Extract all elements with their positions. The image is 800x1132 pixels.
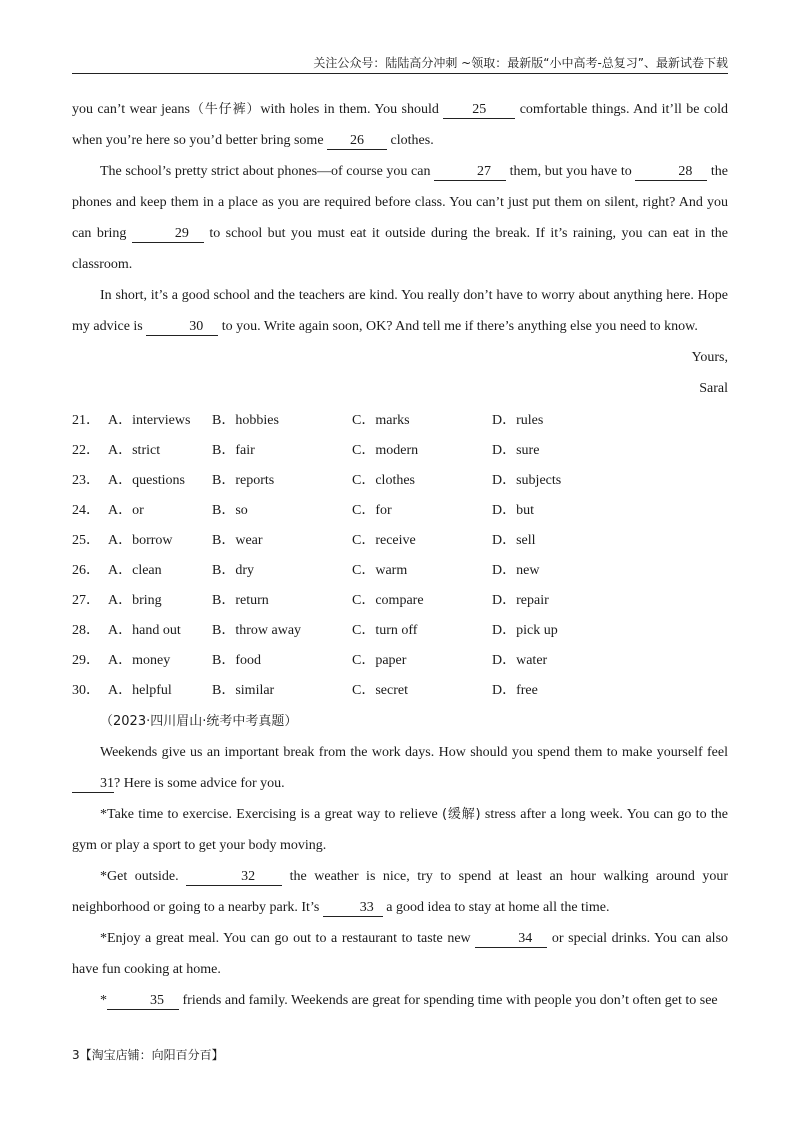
option-row-28: 28． A．hand out B．throw away C．turn off D．pick up: [72, 616, 728, 646]
option-c[interactable]: C．marks: [352, 413, 410, 428]
option-b[interactable]: B．throw away: [212, 623, 302, 638]
blank-32[interactable]: 32: [186, 869, 282, 886]
passage1-paragraph2: The school’s pretty strict about phones—of course you can 27 them, but you have to 28 the phones and keep them in a place as you are required before class. You can’t just put them on silent, right? And you can bring 29 to school but you must eat it outside during the break. If it’s raining, you can eat in the classroom.: [72, 164, 729, 272]
passage2-paragraph3: *Get outside. 32 the weather is nice, try to spend at least an hour walking around your neighborhood or going to a nearby park. It’s 33 a good idea to stay at home all the time.: [72, 869, 729, 915]
option-a[interactable]: A．clean: [108, 563, 162, 578]
option-row-25: 25． A．borrow B．wear C．receive D．sell: [72, 526, 728, 556]
option-b[interactable]: B．similar: [212, 683, 275, 698]
option-a[interactable]: A．helpful: [108, 683, 172, 698]
option-b[interactable]: B．wear: [212, 533, 263, 548]
option-c[interactable]: C．secret: [352, 683, 408, 698]
option-b[interactable]: B．so: [212, 503, 248, 518]
blank-26[interactable]: 26: [327, 133, 387, 150]
option-b[interactable]: B．reports: [212, 473, 275, 488]
option-d[interactable]: D．repair: [492, 593, 549, 608]
option-b[interactable]: B．fair: [212, 443, 255, 458]
option-d[interactable]: D．water: [492, 653, 548, 668]
option-row-21: 21． A．interviews B．hobbies C．marks D．rules: [72, 406, 728, 436]
option-d[interactable]: D．rules: [492, 413, 544, 428]
shop-label: 【淘宝店铺：向阳百分百】: [79, 1048, 224, 1062]
option-d[interactable]: D．sell: [492, 533, 536, 548]
blank-34[interactable]: 34: [475, 931, 547, 948]
option-b[interactable]: B．food: [212, 653, 261, 668]
option-b[interactable]: B．hobbies: [212, 413, 279, 428]
option-d[interactable]: D．but: [492, 503, 534, 518]
option-d[interactable]: D．new: [492, 563, 540, 578]
blank-29[interactable]: 29: [132, 226, 204, 243]
document-body: [72, 94, 728, 1016]
option-c[interactable]: C．clothes: [352, 473, 415, 488]
passage2-paragraph4: *Enjoy a great meal. You can go out to a restaurant to taste new 34 or special drinks. You can also have fun cooking at home.: [72, 931, 729, 977]
option-a[interactable]: A．questions: [108, 473, 185, 488]
option-row-27: 27． A．bring B．return C．compare D．repair: [72, 586, 728, 616]
option-row-23: 23． A．questions B．reports C．clothes D．subjects: [72, 466, 728, 496]
letter-closing: Yours,: [691, 350, 728, 365]
passage1-paragraph3: In short, it’s a good school and the teachers are kind. You really don’t have to worry about anything here. Hope my advice is 30 to you. Write again soon, OK? And tell me if there’s anything else you need to know.: [72, 288, 728, 334]
blank-31[interactable]: 31: [72, 776, 114, 793]
blank-27[interactable]: 27: [434, 164, 506, 181]
option-b[interactable]: B．return: [212, 593, 269, 608]
option-c[interactable]: C．paper: [352, 653, 407, 668]
passage1-paragraph1: you can’t wear jeans（牛仔裤）with holes in them. You should 25 comfortable things. And it’ll be cold when you’re here so you’d better bring some 26 clothes.: [72, 102, 728, 148]
page-footer: [72, 1046, 224, 1063]
passage2-paragraph5: * 35 friends and family. Weekends are great for spending time with people you don’t often get to see: [100, 993, 718, 1008]
option-c[interactable]: C．compare: [352, 593, 424, 608]
letter-signature: Saral: [699, 381, 728, 396]
options-list: [72, 406, 728, 706]
option-c[interactable]: C．for: [352, 503, 392, 518]
option-b[interactable]: B．dry: [212, 563, 254, 578]
option-a[interactable]: A．hand out: [108, 623, 181, 638]
option-a[interactable]: A．interviews: [108, 413, 191, 428]
option-d[interactable]: D．pick up: [492, 623, 558, 638]
blank-33[interactable]: 33: [323, 900, 383, 917]
page-header: [72, 55, 728, 74]
option-d[interactable]: D．free: [492, 683, 538, 698]
option-row-29: 29． A．money B．food C．paper D．water: [72, 646, 728, 676]
option-row-26: 26． A．clean B．dry C．warm D．new: [72, 556, 728, 586]
option-row-24: 24． A．or B．so C．for D．but: [72, 496, 728, 526]
option-c[interactable]: C．turn off: [352, 623, 418, 638]
option-a[interactable]: A．borrow: [108, 533, 173, 548]
option-row-30: 30． A．helpful B．similar C．secret D．free: [72, 676, 728, 706]
question-source: （2023·四川眉山·统考中考真题）: [100, 714, 298, 729]
blank-30[interactable]: 30: [146, 319, 218, 336]
blank-25[interactable]: 25: [443, 102, 515, 119]
option-a[interactable]: A．bring: [108, 593, 162, 608]
header-text: 关注公众号：陆陆高分冲刺 ~领取：最新版“小中高考-总复习”、最新试卷下载: [313, 56, 728, 70]
blank-28[interactable]: 28: [635, 164, 707, 181]
option-row-22: 22． A．strict B．fair C．modern D．sure: [72, 436, 728, 466]
passage2-paragraph1: Weekends give us an important break from the work days. How should you spend them to make yourself feel 31? Here is some advice for you.: [72, 737, 728, 799]
option-c[interactable]: C．modern: [352, 443, 419, 458]
option-c[interactable]: C．receive: [352, 533, 416, 548]
option-a[interactable]: A．money: [108, 653, 171, 668]
option-a[interactable]: A．strict: [108, 443, 161, 458]
option-d[interactable]: D．sure: [492, 443, 540, 458]
page-number: 3: [72, 1048, 80, 1062]
option-d[interactable]: D．subjects: [492, 473, 562, 488]
option-c[interactable]: C．warm: [352, 563, 408, 578]
blank-35[interactable]: 35: [107, 993, 179, 1010]
option-a[interactable]: A．or: [108, 503, 144, 518]
passage2-paragraph2: *Take time to exercise. Exercising is a great way to relieve (缓解) stress after a long week. You can go to the gym or play a sport to get your body moving.: [72, 807, 729, 853]
